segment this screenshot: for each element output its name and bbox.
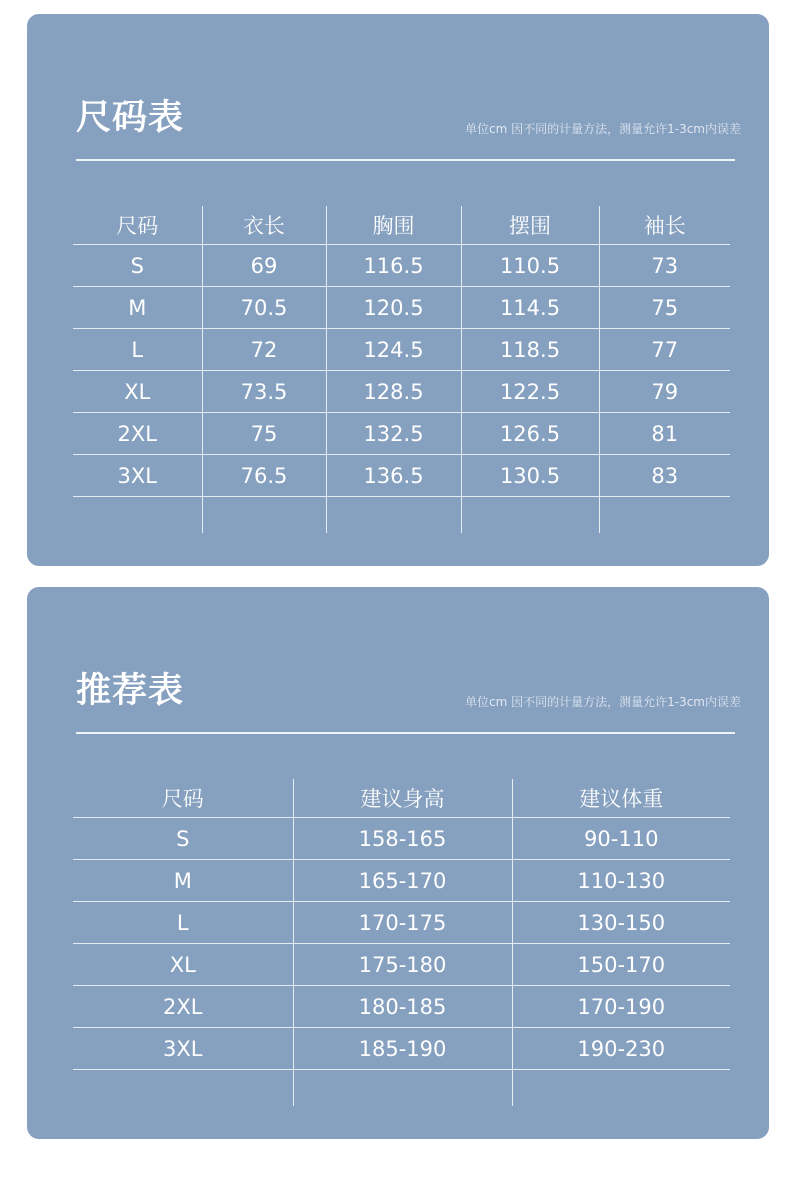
table-row [73, 1028, 730, 1070]
column-header: 摆围 [461, 206, 599, 245]
table-cell: M [73, 860, 293, 902]
recommend-chart-divider [76, 732, 735, 734]
table-cell: 73 [599, 245, 730, 287]
table-row [73, 455, 730, 497]
table-cell: 128.5 [326, 371, 461, 413]
table-cell: 175-180 [293, 944, 512, 986]
table-cell: 116.5 [326, 245, 461, 287]
table-cell: 158-165 [293, 818, 512, 860]
table-cell: M [73, 287, 202, 329]
table-cell-empty [73, 497, 202, 534]
table-empty-row [73, 497, 730, 534]
table-cell: XL [73, 371, 202, 413]
table-row [73, 860, 730, 902]
size-chart-title: 尺码表 [76, 98, 185, 138]
table-cell: S [73, 818, 293, 860]
table-row [73, 818, 730, 860]
table-cell: 79 [599, 371, 730, 413]
table-cell: 124.5 [326, 329, 461, 371]
table-cell: 110-130 [512, 860, 730, 902]
recommend-chart-table [73, 779, 730, 1106]
table-cell: 83 [599, 455, 730, 497]
table-cell: 120.5 [326, 287, 461, 329]
table-cell: 110.5 [461, 245, 599, 287]
recommend-chart-note: 单位cm 因不同的计量方法，测量允许1-3cm内误差 [465, 695, 741, 709]
table-cell: 114.5 [461, 287, 599, 329]
column-header: 袖长 [599, 206, 730, 245]
table-cell: 180-185 [293, 986, 512, 1028]
column-header: 建议身高 [293, 779, 512, 818]
table-cell: 3XL [73, 455, 202, 497]
size-chart-header-row [73, 206, 730, 245]
table-cell: 150-170 [512, 944, 730, 986]
column-header: 尺码 [116, 214, 159, 238]
table-cell: 77 [599, 329, 730, 371]
table-cell-empty [202, 497, 326, 534]
table-cell: 170-190 [512, 986, 730, 1028]
table-cell: 76.5 [202, 455, 326, 497]
table-cell-empty [461, 497, 599, 534]
column-header: 胸围 [326, 206, 461, 245]
table-cell: 126.5 [461, 413, 599, 455]
table-cell-empty [512, 1070, 730, 1107]
table-empty-row [73, 1070, 730, 1107]
table-row [73, 902, 730, 944]
table-cell: 75 [599, 287, 730, 329]
table-cell: 130.5 [461, 455, 599, 497]
table-cell: 70.5 [202, 287, 326, 329]
table-cell: S [73, 245, 202, 287]
table-row [73, 329, 730, 371]
table-cell: 122.5 [461, 371, 599, 413]
recommend-chart-header-row [73, 779, 730, 818]
table-cell: 165-170 [293, 860, 512, 902]
table-row [73, 413, 730, 455]
recommend-chart-card [27, 587, 769, 1139]
table-cell: 81 [599, 413, 730, 455]
table-cell: 2XL [73, 986, 293, 1028]
table-row [73, 944, 730, 986]
table-cell: 190-230 [512, 1028, 730, 1070]
column-header: 建议体重 [512, 779, 730, 818]
table-cell: 170-175 [293, 902, 512, 944]
column-header: 尺码 [161, 787, 204, 811]
table-row [73, 287, 730, 329]
table-row [73, 245, 730, 287]
table-row [73, 371, 730, 413]
table-cell-empty [326, 497, 461, 534]
table-cell: L [73, 902, 293, 944]
table-cell: 136.5 [326, 455, 461, 497]
table-cell-empty [599, 497, 730, 534]
table-cell-empty [73, 1070, 293, 1107]
table-cell: 130-150 [512, 902, 730, 944]
table-cell: 185-190 [293, 1028, 512, 1070]
table-cell-empty [293, 1070, 512, 1107]
column-header: 衣长 [202, 206, 326, 245]
table-cell: 72 [202, 329, 326, 371]
table-cell: 3XL [73, 1028, 293, 1070]
size-chart-card [27, 14, 769, 566]
table-cell: 132.5 [326, 413, 461, 455]
table-row [73, 986, 730, 1028]
table-cell: 118.5 [461, 329, 599, 371]
table-cell: 90-110 [512, 818, 730, 860]
table-cell: 69 [202, 245, 326, 287]
table-cell: 75 [202, 413, 326, 455]
table-cell: 2XL [73, 413, 202, 455]
table-cell: L [73, 329, 202, 371]
size-chart-divider [76, 159, 735, 161]
size-chart-note: 单位cm 因不同的计量方法，测量允许1-3cm内误差 [465, 122, 741, 136]
recommend-chart-title: 推荐表 [76, 671, 185, 711]
size-chart-table [73, 206, 730, 533]
table-cell: XL [73, 944, 293, 986]
table-cell: 73.5 [202, 371, 326, 413]
